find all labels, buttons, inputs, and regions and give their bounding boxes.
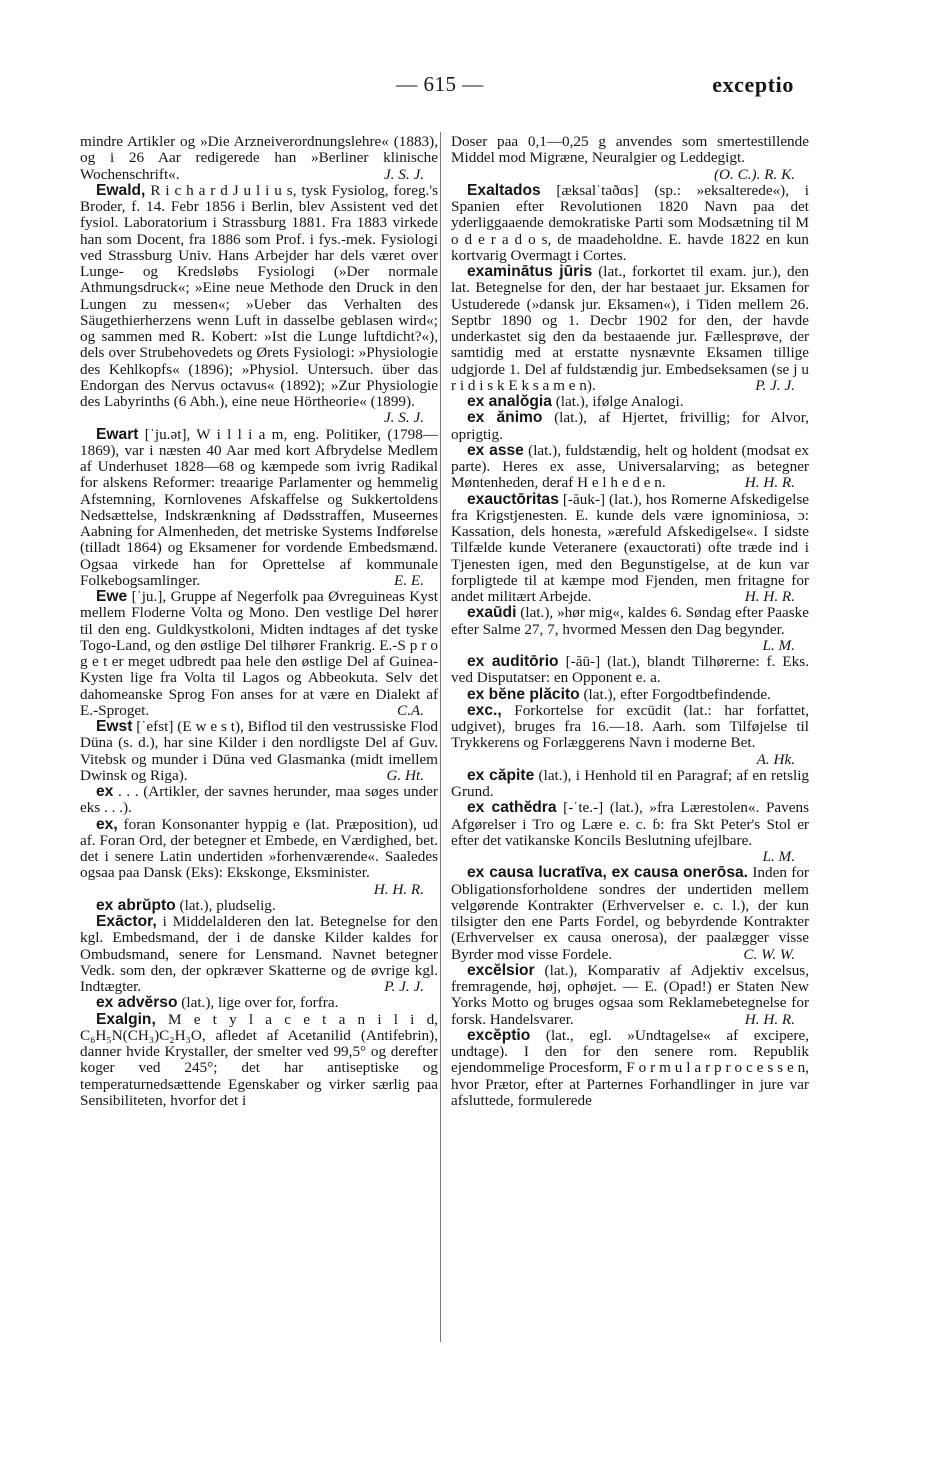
entry-text: [ˈefst] (E w e s t), Biflod til den vestrussiske Flod Düna (s. d.), har sine Kilder i den nordligste Del af Guv. Vitebsk og munder i Düna ved Glasmanka (midt imellem Dwinsk og Riga).: [80, 718, 438, 784]
dictionary-entry: [451, 443, 809, 492]
entry-text: (lat.), fuldstændig, helt og holdent (modsat ex parte). Heres ex asse, Universalarving; as betegner Møntenheden, deraf H e l h e d e n.: [451, 441, 809, 492]
page-header: [80, 72, 800, 102]
entry-text: (lat.), pludselig.: [175, 896, 276, 914]
dictionary-entry: [451, 703, 809, 768]
dictionary-entry: [80, 914, 438, 995]
entry-text: [ˈju.ət], W i l l i a m, eng. Politiker, (1798—1869), var i næsten 40 Aar med kort Afbrydelse Medlem af Underhuset 1828—68 og kæmpede som ivrig Radikal for alskens Reformer: treaarige Parlamenter og hemmelig Afstemning, Kornlovenes Afskaffelse og Sukkertoldens Nedsættelse, Indskrænkning af Dødsstraffen, Museernes Aabning for Almenheden, det metriske Systems Indførelse (tilladt 1864) og Eksamener for vordende Embedsmænd. Ogsaa virkede han for Oprettelse af kommunale Folkebogsamlinger.: [80, 425, 438, 589]
entry-text: Forkortelse for excūdit (lat.: har forfattet, udgivet), bruges fra 16.—18. Aarh. som Tilføjelse til Trykkerens og Forlæggerens Navn i moderne Bet.: [451, 701, 809, 752]
entry-text: (lat.), Komparativ af Adjektiv excelsus, fremragende, høj, ophøjet. — E. (Opad!) er Staten New Yorks Motto og bruges ogsaa som Reklamebetegnelse for forsk. Handelsvarer.: [451, 961, 809, 1028]
dictionary-entry: [451, 605, 809, 654]
dictionary-entry: [451, 410, 809, 443]
entry-text: R i c h a r d J u l i u s, tysk Fysiolog, foreg.'s Broder, f. 14. Febr 1856 i Berlin, blev Assistent ved det fysiol. Laboratorium i Strassburg 1881. Fra 1883 virkede han som Docent, fra 1886 som Prof. i fys.-mek. Fysiologi ved Strassburg Univ. Hans Arbejder har dels været over Lunge- og Kredsløbs Fysiologi (»Der normale Athmungsdruck«; »Eine neue Methode den Druck in den Lungen zu messen«; »Ueber das Verhalten des Säugethierherzens wenn Luft in dasselbe geblasen wird«; og sammen med R. Kobert: »Ist die Lunge luftdicht?«), dels over Strubehovedets og Ørets Fysiologi: »Physiologie des Kehlkopfs« (1896); »Physiol. Untersuch. über das Endorgan des Nervus octavus« (1892); »Zur Physiologie des Labyrinths (6 Abh.), eine neue Hörtheorie« (1899).: [80, 181, 438, 410]
entry-headword: excĕlsior: [467, 961, 535, 979]
author-signature: H. H. R.: [373, 880, 424, 898]
entry-headword: exauctōritas: [467, 490, 559, 508]
entry-text: . . . (Artikler, der savnes herunder, maa søges under eks . . .).: [80, 783, 438, 817]
author-signature: C. W. W.: [743, 945, 795, 963]
entry-headword: ex: [96, 783, 114, 800]
dictionary-entry: [80, 817, 438, 898]
entry-headword: Exalgin,: [96, 1010, 156, 1028]
author-signature: G. Ht.: [386, 766, 424, 784]
dictionary-entry: [451, 687, 809, 703]
author-signature: J. S. J.: [383, 409, 424, 427]
running-head: exceptio: [712, 72, 794, 97]
author-signature: H. H. R.: [744, 1010, 795, 1028]
entry-text: (lat.), i Henhold til en Paragraf; af en retslig Grund.: [451, 766, 810, 800]
author-signature: P. J. J.: [384, 978, 424, 995]
entry-text: mindre Artikler og »Die Arzneiverordnungslehre« (1883), og i 26 Aar redigerede han »Berliner klinische Wochenschrift«.: [80, 133, 438, 183]
entry-headword: Ewald,: [96, 181, 146, 199]
author-signature: C.A.: [396, 701, 424, 719]
entry-headword: ex auditōrio: [467, 653, 559, 670]
dictionary-entry: [80, 995, 438, 1011]
entry-headword: ex causa lucratīva, ex causa onerōsa.: [467, 864, 748, 882]
entry-text: (lat.), ifølge Analogi.: [551, 393, 684, 410]
author-signature: L. M.: [762, 636, 795, 654]
entry-headword: Ewst: [96, 718, 133, 735]
dictionary-entry: [80, 898, 438, 914]
author-signature: L. M.: [762, 848, 795, 865]
author-signature: (O. C.). R. K.: [714, 165, 795, 183]
entry-text: foran Konsonanter hyppig e (lat. Præposition), ud af. Foran Ord, der betegner et Embede, en Værdighed, bet. det i senere Latin undertiden »forhenværende«. Saaledes ogsaa paa Dansk (Eks): Ekskonge, Eksminister.: [80, 815, 438, 882]
column-divider: [440, 132, 441, 1342]
dictionary-entry: [451, 1028, 809, 1109]
dictionary-entry: [80, 1012, 438, 1110]
author-signature: J. S. J.: [383, 165, 424, 183]
dictionary-entry: [451, 492, 809, 606]
entry-text: [-ˈte.-] (lat.), »fra Lærestolen«. Pavens Afgørelser i Tro og Lære e. c. ɓ: fra Skt Peter's Stol er efter det vatikanske Koncils Beslutning ufejlbare.: [451, 799, 809, 849]
entry-headword: excĕptio: [467, 1026, 531, 1044]
entry-text: (lat.), »hør mig«, kaldes 6. Søndag efter Paaske efter Salme 27, 7, hvormed Messen den Dag begynder.: [451, 604, 809, 638]
entry-headword: exaūdi: [467, 604, 517, 622]
right-column: [451, 134, 809, 1109]
entry-text: (lat.), efter Forgodtbefindende.: [579, 685, 771, 703]
author-signature: H. H. R.: [744, 588, 795, 605]
author-signature: E. E.: [394, 571, 424, 589]
dictionary-entry: [451, 183, 809, 264]
left-column: [80, 134, 438, 1109]
entry-text: [ˈju.], Gruppe af Negerfolk paa Øvreguineas Kyst mellem Floderne Volta og Mono. Den vestlige Del hører til den eng. Guldkystkoloni, Midten indtages af det tyske Togo-Land, og den østlige Del tilhører Frankrig. E.-S p r o g e t er meget udbredt paa hele den østlige Del af Guinea-Kysten lige fra Volta til Lagos og Abbeokuta. Selv det dahomeanske Sprog Fon anses for at være en Dialekt af E.-Sproget.: [80, 588, 438, 719]
entry-text: (lat.), af Hjertet, frivillig; for Alvor, oprigtig.: [451, 409, 809, 443]
dictionary-entry: [451, 134, 809, 183]
entry-headword: ex asse: [467, 441, 524, 459]
dictionary-entry: [451, 963, 809, 1028]
entry-headword: Exāctor,: [96, 913, 157, 930]
dictionary-entry: [80, 719, 438, 784]
entry-headword: Ewart: [96, 425, 139, 443]
dictionary-entry: [80, 589, 438, 719]
dictionary-entry: [80, 784, 438, 817]
dictionary-entry: [451, 394, 809, 410]
entry-text: i Middelalderen den lat. Betegnelse for den kgl. Embedsmand, der i de danske Kilder kaldes for Ombudsmand, senere for Lensmand. Navnet betegner Vedk. som den, der opkræver Skatterne og de øvrige kgl. Indtægter.: [80, 913, 438, 995]
author-signature: H. H. R.: [744, 474, 795, 492]
entry-headword: Ewe: [96, 588, 128, 605]
entry-headword: examinātus jūris: [467, 263, 593, 280]
dictionary-entry: [80, 427, 438, 590]
entry-text: Inden for Obligationsforholdene sondres der undertiden mellem velgørende Kontrakter (Erhvervelser e. c. l.), der kun tilsigter den ene Parts Fordel, og bebyrdende Kontrakter (Erhvervelser ex causa onerosa), der paalægger visse Byrder mod visse Fordele.: [451, 864, 809, 963]
dictionary-entry: [451, 865, 809, 963]
entry-text: [-ăū-] (lat.), blandt Tilhørerne: f. Eks. ved Disputatser: en Opponent e. a.: [451, 653, 809, 687]
entry-headword: ex,: [96, 815, 118, 833]
entry-text: M e t y l a c e t a n i l i d, C₆H₅N(CH₃)C₂H₃O, afledet af Acetanilid (Antifebrin), danner hvide Krystaller, der smelter ved 99,5° og derefter koger ved 245°; det har antiseptiske og temperaturnedsættende Egenskaber og virker særlig paa Sensibiliteten, hvorfor det i: [80, 1010, 438, 1109]
entry-text: Doser paa 0,1—0,25 g anvendes som smertestillende Middel mod Migræne, Neuralgier og Leddegigt.: [451, 133, 809, 167]
dictionary-entry: [80, 183, 438, 427]
entry-text: [-ăuk-] (lat.), hos Romerne Afskedigelse fra Krigstjenesten. E. kunde dels være ignominiosa, ɔ: Kassation, dels honesta, »ærefuld Afskedigelse«. I sidste Tilfælde kunde Veteranere (exauctorati) ofte træde ind i Tjenesten igen, med den Begunstigelse, at de kun var forpligtede til at kæmpe mod Fjenden, men fritagne for andet militært Arbejde.: [451, 490, 809, 605]
entry-headword: ex cathĕdra: [467, 799, 557, 817]
entry-headword: exc.,: [467, 701, 502, 719]
dictionary-entry: [451, 768, 809, 801]
page-number: — 615 —: [396, 72, 484, 96]
entry-headword: ex analŏgia: [467, 393, 552, 410]
dictionary-entry: [80, 134, 438, 183]
author-signature: A. Hk.: [756, 750, 795, 768]
entry-headword: ex abrŭpto: [96, 896, 176, 914]
author-signature: P. J. J.: [755, 376, 795, 394]
entry-headword: ex ănimo: [467, 409, 543, 427]
entry-headword: ex advĕrso: [96, 994, 178, 1012]
dictionary-entry: [451, 800, 809, 865]
dictionary-entry: [451, 264, 809, 394]
entry-text: (lat., egl. »Undtagelse« af excipere, undtage). I den for den senere rom. Republik ejendommelige Procesform, F o r m u l a r p r o c e s s e n, hvor Prætor, efter at Parternes Forhandlinger in jure var afsluttede, formulerede: [451, 1026, 809, 1109]
entry-text: [æksalˈtaðɑs] (sp.: »eksalterede«), i Spanien efter Revolutionen 1820 Navn paa det yderliggaaende demokratiske Parti som Modsætning til M o d e r a d o s, de maadeholdne. E. havde 1822 en kun kortvarig Overmagt i Cortes.: [451, 181, 809, 264]
entry-headword: Exaltados: [467, 181, 541, 199]
dictionary-entry: [451, 654, 809, 687]
entry-headword: ex bĕne plăcito: [467, 685, 580, 703]
entry-text: (lat., forkortet til exam. jur.), den lat. Betegnelse for den, der har bestaaet jur. Eksamen for Ustuderede (»dansk jur. Eksamen«), i Tiden mellem 26. Septbr 1890 og 1. Decbr 1902 for den, der havde underkastet sig den da bestaaende jur. Fællesprøve, der samtidig med at erstatte nysnævnte Eksamen tillige udgjorde 1. Del af fuldstændig jur. Embedseksamen (se j u r i d i s k E k s a m e n).: [451, 263, 809, 394]
entry-headword: ex căpite: [467, 766, 535, 784]
entry-text: (lat.), lige over for, forfra.: [177, 994, 339, 1012]
